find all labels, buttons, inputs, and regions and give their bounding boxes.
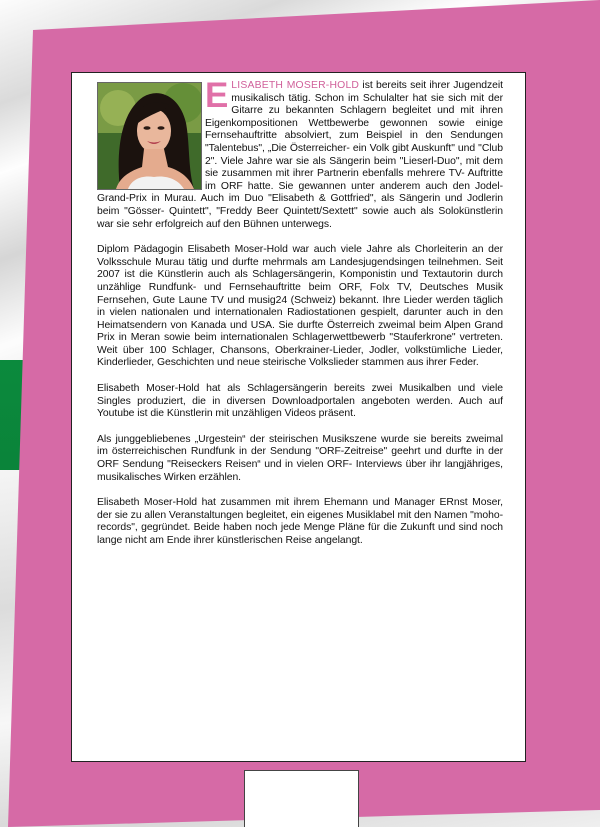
bio-paragraph-1-text: ist bereits seit ihrer Jugendzeit musikalisch tätig. Schon im Schulalter hat sie sich mit der Gitarre zu bekannten Schlagern begleitet und mit ihren Eigenkompositionen Wettbewerbe gewonnen sowie einige Fernsehauftritte absolviert, zum Beispiel in den Sendungen "Talentebus", „Die Österreicher- ein Volk gibt Auskunft" und "Club 2". Viele Jahre war sie als Sängerin beim "Lieserl-Duo", mit dem sie zusammen mit ihrer Partnerin ebenfalls mehrere TV- Auftritte im ORF hatte. Sie gewannen unter anderem auch den Jodel- Grand-Prix in Murau. Auch im Duo "Elisabeth & Gottfried", als Sängerin und Jodlerin beim "Gösser- Quintett", "Freddy Beer Quintett/Sextett" sowie auch als Solokünstlerin war sie sehr erfolgreich auf den Bühnen unterwegs.	[97, 80, 503, 230]
bio-paragraph-2: Diplom Pädagogin Elisabeth Moser-Hold war auch viele Jahre als Chorleiterin an der Volksschule Murau tätig und durfte mehrmals am Landesjugendsingen teilnehmen. Seit 2007 ist die Künstlerin auch als Schlagersängerin, Komponistin und Textautorin durch unzählige Rundfunk- und Fernsehauftritte beim ORF, Folx TV, Deutsches Musik Fernsehen, Gute Laune TV und musig24 (Schweiz) bekannt. Ihre Lieder werden täglich in vielen nationalen und internationalen Radiostationen gespielt, darunter auch in den Heimatsendern von Kanada und USA. Sie durfte Österreich zweimal beim Alpen Grand Prix in Meran sowie beim internationalen Schlagerwettbewerb "Stauferkrone" vertreten. Weit über 100 Schlager, Chansons, Oberkrainer-Lieder, Jodler, volkstümliche Lieder, Kinderlieder, Geschichten und neue steirische Volkslieder stammen aus ihrer Feder.	[97, 244, 503, 369]
bio-paragraph-3: Elisabeth Moser-Hold hat als Schlagersängerin bereits zwei Musikalben und viele Singles produziert, die in diversen Downloadportalen angeboten werden. Auch auf Youtube ist die Künstlerin mit unzähligen Videos präsent.	[97, 383, 503, 420]
biography-text	[97, 76, 503, 561]
drop-cap: E	[205, 76, 229, 115]
photo-spacer	[97, 80, 205, 184]
artist-name-heading: LISABETH MOSER-HOLD	[231, 80, 360, 91]
bottom-tab-box	[244, 770, 359, 827]
bio-paragraph-4: Als junggebliebenes „Urgestein“ der steirischen Musikszene wurde sie bereits zweimal im österreichischen Rundfunk in der Sendung "ORF-Zeitreise" geehrt und durfte in der ORF Sendung "Reiseckers Reisen“ und in vielen ORF- Interviews über ihr langjähriges, musikalisches Wirken erzählen.	[97, 433, 503, 483]
bio-paragraph-5: Elisabeth Moser-Hold hat zusammen mit ihrem Ehemann und Manager ERnst Moser, der sie zu allen Veranstaltungen begleitet, ein eigenes Musiklabel mit den Namen "moho-records", gegründet. Beide haben noch jede Menge Pläne für die Zukunft und sind noch lange nicht am Ende ihrer künstlerischen Reise angelangt.	[97, 497, 503, 546]
